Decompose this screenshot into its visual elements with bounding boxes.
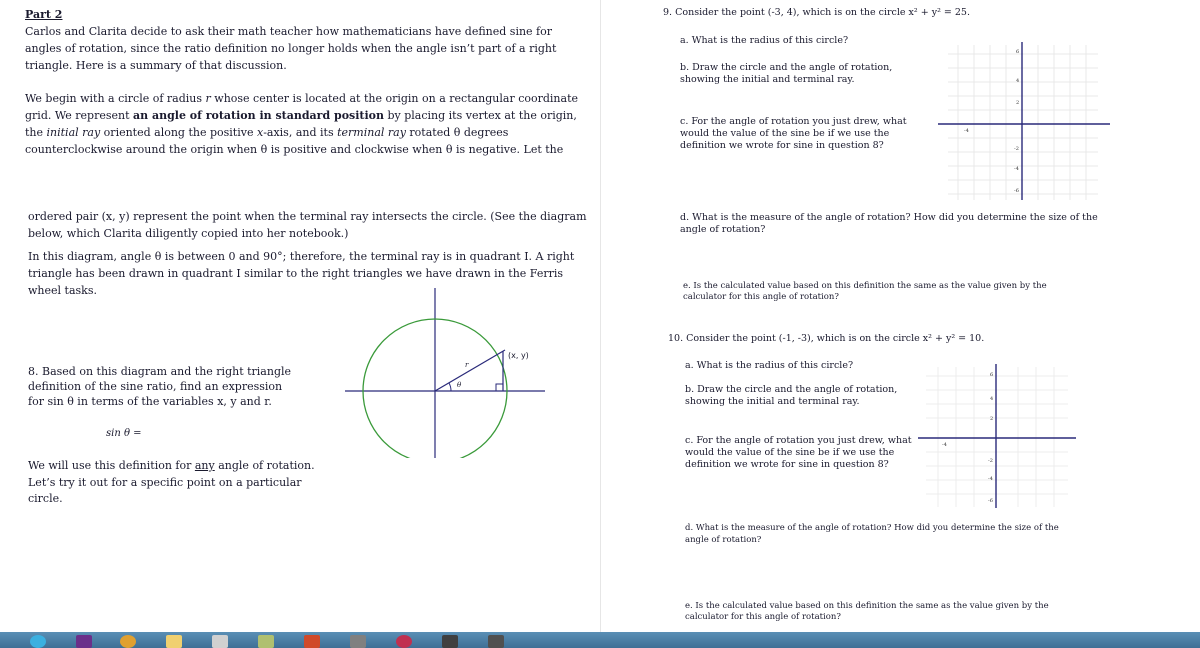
tick-label-y-neg2: -4 [988, 476, 993, 482]
question-8-line-1: 8. Based on this diagram and the right triangle [28, 365, 292, 378]
question-10-stem: 10. Consider the point (-1, -3), which is on the circle x² + y² = 10. [668, 333, 985, 344]
program-icon[interactable] [442, 635, 458, 648]
question-9c-line-2: would the value of the sine be if we use the [680, 128, 890, 139]
intro-line-3: triangle. Here is a summary of that discussion. [25, 59, 287, 72]
powerpoint-icon[interactable] [304, 635, 320, 648]
question-9b-line-1: b. Draw the circle and the angle of rotation, [680, 62, 893, 73]
tick-label-y-mid: 2 [990, 416, 994, 422]
question-9d-line-2: angle of rotation? [680, 224, 766, 235]
coordinate-grid-q10 [918, 362, 1076, 510]
question-10b-line-1: b. Draw the circle and the angle of rotation, [685, 384, 898, 395]
unit-circle-diagram [345, 288, 545, 458]
question-9e-line-2: calculator for this angle of rotation? [683, 292, 839, 302]
tick-label-y-mid: 2 [1016, 100, 1020, 106]
para2-line-4: counterclockwise around the origin when θ is positive and clockwise when θ is negative. Let the [25, 143, 564, 156]
para3-line-2: below, which Clarita diligently copied into her notebook.) [28, 227, 349, 240]
chrome-icon[interactable] [120, 635, 136, 648]
question-9b-line-2: showing the initial and terminal ray. [680, 74, 855, 85]
question-9e-line-1: e. Is the calculated value based on this definition the same as the value given by the [683, 281, 1047, 291]
point-label: (x, y) [508, 351, 529, 360]
para4-line-1: In this diagram, angle θ is between 0 and 90°; therefore, the terminal ray is in quadrant I. A right [28, 250, 575, 263]
question-10b-line-2: showing the initial and terminal ray. [685, 396, 860, 407]
tick-label-x-neg: -4 [942, 442, 947, 448]
intro-line-1: Carlos and Clarita decide to ask their math teacher how mathematicians have defined sine for [25, 25, 553, 38]
tick-label-y-top: 6 [1016, 49, 1020, 55]
angle-arc [449, 383, 451, 391]
question-9a: a. What is the radius of this circle? [680, 35, 849, 46]
question-8-line-3: for sin θ in terms of the variables x, y and r. [28, 395, 272, 408]
question-10d-line-1: d. What is the measure of the angle of rotation? How did you determine the size of the [685, 523, 1059, 533]
para5-line-1: We will use this definition for any angle of rotation. [28, 459, 315, 472]
grid-lines [926, 367, 1068, 507]
part-title: Part 2 [25, 8, 63, 21]
tick-label-y-neg3: -6 [988, 498, 993, 504]
para4-line-3: wheel tasks. [28, 284, 97, 297]
ie-icon[interactable] [30, 635, 46, 648]
tick-label-y-pos: 4 [1016, 78, 1020, 84]
taskbar [0, 632, 1200, 648]
question-10d-line-2: angle of rotation? [685, 535, 762, 545]
question-9c-line-3: definition we wrote for sine in question 8? [680, 140, 884, 151]
para2-line-1: We begin with a circle of radius r whose center is located at the origin on a rectangular coordinate [25, 92, 579, 105]
tick-label-y-neg: -2 [1014, 146, 1019, 152]
para5-line-2: Let’s try it out for a specific point on a particular [28, 476, 302, 489]
question-10c-line-1: c. For the angle of rotation you just drew, what [685, 435, 912, 446]
app-icon[interactable] [258, 635, 274, 648]
paint-icon[interactable] [212, 635, 228, 648]
sin-theta-label: sin θ = [106, 428, 142, 439]
term-angle-of-rotation: an angle of rotation in standard position [133, 109, 384, 122]
r-label: r [465, 361, 469, 369]
question-8-line-2: definition of the sine ratio, find an expression [28, 380, 283, 393]
tick-label-x-neg: -4 [964, 128, 969, 134]
question-9c-line-1: c. For the angle of rotation you just drew, what [680, 116, 907, 127]
para5-line-3: circle. [28, 492, 63, 505]
question-10c-line-3: definition we wrote for sine in question 8? [685, 459, 889, 470]
para2-line-2: grid. We represent an angle of rotation in standard position by placing its vertex at the origin, [25, 109, 577, 122]
tick-label-y-neg: -2 [988, 458, 993, 464]
tick-label-y-neg3: -6 [1014, 188, 1019, 194]
question-10e-line-2: calculator for this angle of rotation? [685, 612, 841, 622]
tick-label-y-neg2: -4 [1014, 166, 1019, 172]
right-angle-mark [496, 384, 503, 391]
question-10a: a. What is the radius of this circle? [685, 360, 854, 371]
question-9d-line-1: d. What is the measure of the angle of rotation? How did you determine the size of the [680, 212, 1098, 223]
grid-lines [948, 45, 1098, 200]
calculator-icon[interactable] [350, 635, 366, 648]
tick-label-y-pos: 4 [990, 396, 994, 402]
question-10c-line-2: would the value of the sine be if we use the [685, 447, 895, 458]
terminal-ray [435, 350, 505, 391]
para2-line-3: the initial ray oriented along the positive x-axis, and its terminal ray rotated θ degrees [25, 126, 509, 139]
column-divider [600, 0, 601, 632]
para4-line-2: triangle has been drawn in quadrant I similar to the right triangles we have drawn in the Ferris [28, 267, 564, 280]
question-10e-line-1: e. Is the calculated value based on this definition the same as the value given by the [685, 601, 1049, 611]
media-icon[interactable] [76, 635, 92, 648]
question-9-stem: 9. Consider the point (-3, 4), which is on the circle x² + y² = 25. [663, 7, 970, 18]
folder-icon[interactable] [166, 635, 182, 648]
para3-line-1: ordered pair (x, y) represent the point when the terminal ray intersects the circle. (See the diagram [28, 210, 587, 223]
coordinate-grid-q9 [938, 40, 1110, 202]
tick-label-y-top: 6 [990, 372, 994, 378]
intro-line-2: angles of rotation, since the ratio definition no longer holds when the angle isn’t part of a right [25, 42, 557, 55]
program-icon-2[interactable] [488, 635, 504, 648]
theta-label: θ [457, 381, 462, 389]
snipping-icon[interactable] [396, 635, 412, 648]
